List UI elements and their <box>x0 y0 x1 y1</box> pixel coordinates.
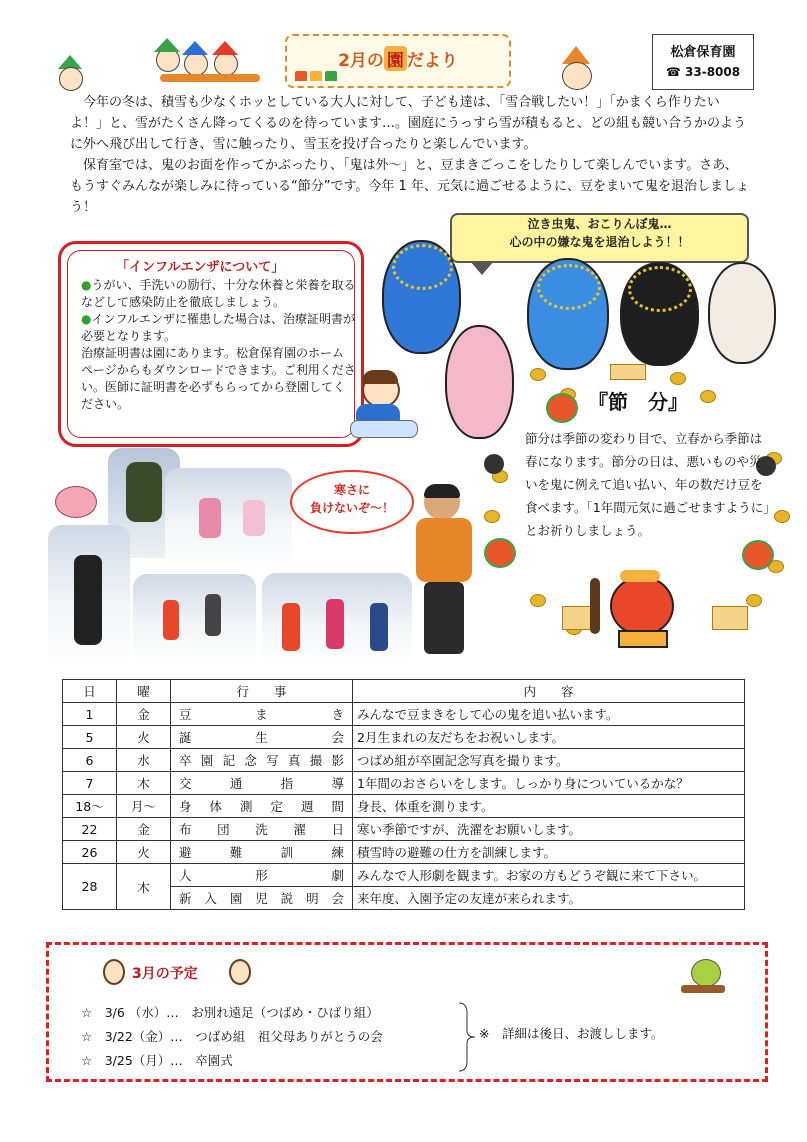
row-event: 卒園記念写真撮影 <box>171 749 353 772</box>
row-day: 22 <box>63 818 117 841</box>
row-content: 2月生まれの友だちをお祝いします。 <box>353 726 745 749</box>
row-day: 18～ <box>63 795 117 818</box>
row-event: 布団洗濯日 <box>171 818 353 841</box>
row-content: 寒い季節ですが、洗濯をお願いします。 <box>353 818 745 841</box>
table-row <box>63 703 745 726</box>
snow-angel-photo <box>262 573 412 665</box>
setsubun-text: 節分は季節の変わり目で、立春から季節は春になります。節分の日は、悪いものや災いを鬼に例えて追い払い、年の数だけ豆を食べます。「1年間元気に過ごせますように」とお祈りしましょう。 <box>525 431 770 538</box>
row-event: 誕生会 <box>171 726 353 749</box>
child-icon <box>229 959 251 985</box>
title-suffix: だより <box>406 51 458 71</box>
march-title: 3月の予定 <box>132 966 198 982</box>
row-weekday: 火 <box>117 841 171 864</box>
green-child-illustration <box>56 55 84 89</box>
table-row <box>63 726 745 749</box>
cold-bubble-line-2: 負けないぞ～！ <box>309 501 394 515</box>
table-row <box>63 749 745 772</box>
row-weekday: 金 <box>117 703 171 726</box>
newsletter-title <box>285 34 511 88</box>
row-weekday: 月～ <box>117 795 171 818</box>
bird-illustration <box>677 959 727 995</box>
february-schedule-table <box>62 679 745 910</box>
row-content: つばめ組が卒園記念写真を撮ります。 <box>353 749 745 772</box>
blue-oni-mask-photo-2 <box>527 258 609 370</box>
cold-bubble-line-1: 寒さに <box>333 483 370 497</box>
red-oni-illustration <box>600 570 680 650</box>
row-weekday: 金 <box>117 818 171 841</box>
school-phone: ☎ 33-8008 <box>665 65 741 79</box>
table-row <box>63 841 745 864</box>
orange-child-illustration <box>556 46 596 90</box>
row-day: 6 <box>63 749 117 772</box>
march-item-1: ☆ 3/6 （水）… お別れ遠足（つばめ・ひばり組） <box>81 1005 379 1020</box>
child-lying-in-snow-photo <box>48 525 130 667</box>
header-day: 日 <box>63 680 117 703</box>
row-content: 積雪時の避難の仕方を訓練します。 <box>353 841 745 864</box>
row-day: 5 <box>63 726 117 749</box>
title-month: 2月の <box>338 51 384 71</box>
header-kids-illustration <box>150 38 270 88</box>
influenza-note: 治療証明書は園にあります。松倉保育園のホームページからもダウンロードできます。ご利用ください。医師に証明書を必ずもらってから登園してください。 <box>81 346 356 411</box>
school-name: 松倉保育園 <box>670 45 736 60</box>
bullet-icon: ● <box>81 312 92 326</box>
influenza-notice <box>58 241 364 447</box>
row-day: 28 <box>63 864 117 910</box>
intro-paragraph-1: 今年の冬は、積雪も少なくホッとしている大人に対して、子ども達は、「雪合戦したい！」「かまくら作りたいよ！」と、雪がたくさん降ってくるのを待っています…。園庭にうっすら雪が積もると、どの組も競い合うかのように外へ飛び出して行き、雪に触ったり、雪玉を投げ合ったりと楽しんでいます。 <box>70 95 747 152</box>
small-oni-icon-3 <box>742 540 774 570</box>
row-day: 1 <box>63 703 117 726</box>
child-icon <box>103 959 125 985</box>
small-oni-icon-2 <box>484 538 516 568</box>
school-info-box <box>652 34 754 90</box>
row-event: 交通指導 <box>171 772 353 795</box>
table-row <box>63 795 745 818</box>
row-event: 避難訓練 <box>171 841 353 864</box>
sick-child-illustration <box>350 372 420 440</box>
table-header-row <box>63 680 745 703</box>
row-content: 来年度、入園予定の友達が来られます。 <box>353 887 745 910</box>
title-kanji: 園 <box>384 46 407 71</box>
header-weekday: 曜 <box>117 680 171 703</box>
row-day: 7 <box>63 772 117 795</box>
march-item-2: ☆ 3/22（金）… つばめ組 祖父母ありがとうの会 <box>81 1029 383 1044</box>
row-weekday: 火 <box>117 726 171 749</box>
header-content: 内 容 <box>353 680 745 703</box>
header-event: 行 事 <box>171 680 353 703</box>
houses-icon <box>295 66 365 82</box>
row-event: 人形劇 <box>171 864 353 887</box>
oni-bubble-line-1: 泣き虫鬼、おこりんぼ鬼… <box>527 217 672 231</box>
boy-photo <box>412 484 480 664</box>
table-row <box>63 772 745 795</box>
influenza-item-1: うがい、手洗いの励行、十分な休養と栄養を取るなどして感染防止を徹底しましょう。 <box>81 278 356 309</box>
intro-paragraph-2: 保育室では、鬼のお面を作ってかぶったり、「鬼は外～」と、豆まきごっこをしたりして楽しんでいます。さあ、もうすぐみんなが楽しみに待っている“節分”です。今年 1 年、元気に過ごせるように、豆をまいて鬼を退治しましょう！ <box>70 158 749 215</box>
row-event: 新入園児説明会 <box>171 887 353 910</box>
kids-in-snow-photo <box>165 468 292 568</box>
row-content: 1年間のおさらいをします。しっかり身についているかな？ <box>353 772 745 795</box>
intro-text <box>70 92 750 218</box>
march-schedule-box <box>46 942 768 1082</box>
row-weekday: 木 <box>117 864 171 910</box>
oni-bubble-line-2: 心の中の嫌な鬼を退治しよう！！ <box>509 235 690 249</box>
cold-speech-bubble <box>290 470 414 534</box>
small-oni-icon <box>546 393 578 423</box>
row-event: 豆まき <box>171 703 353 726</box>
row-event: 身体測定週間 <box>171 795 353 818</box>
march-item-3: ☆ 3/25（月）… 卒園式 <box>81 1053 233 1068</box>
table-row <box>63 818 745 841</box>
row-weekday: 水 <box>117 749 171 772</box>
white-oni-mask-photo <box>708 262 776 364</box>
oni-speech-bubble <box>450 213 749 263</box>
brace-icon <box>457 1001 477 1073</box>
pig-illustration <box>55 486 97 518</box>
row-content: みんなで豆まきをして心の鬼を追い払います。 <box>353 703 745 726</box>
blue-oni-mask-photo <box>382 240 461 354</box>
row-day: 26 <box>63 841 117 864</box>
black-oni-mask-photo <box>620 262 699 366</box>
row-weekday: 木 <box>117 772 171 795</box>
row-content: みんなで人形劇を観ます。お家の方もどうぞ観に来て下さい。 <box>353 864 745 887</box>
bullet-icon: ● <box>81 278 92 292</box>
kids-playing-photo <box>133 574 256 665</box>
influenza-title: 「インフルエンザについて」 <box>116 260 285 275</box>
march-note: ※ 詳細は後日、お渡しします。 <box>479 1026 664 1041</box>
row-content: 身長、体重を測ります。 <box>353 795 745 818</box>
table-row <box>63 864 745 887</box>
influenza-item-2: インフルエンザに罹患した場合は、治療証明書が必要となります。 <box>81 312 356 343</box>
setsubun-title: 『節 分』 <box>588 390 688 414</box>
